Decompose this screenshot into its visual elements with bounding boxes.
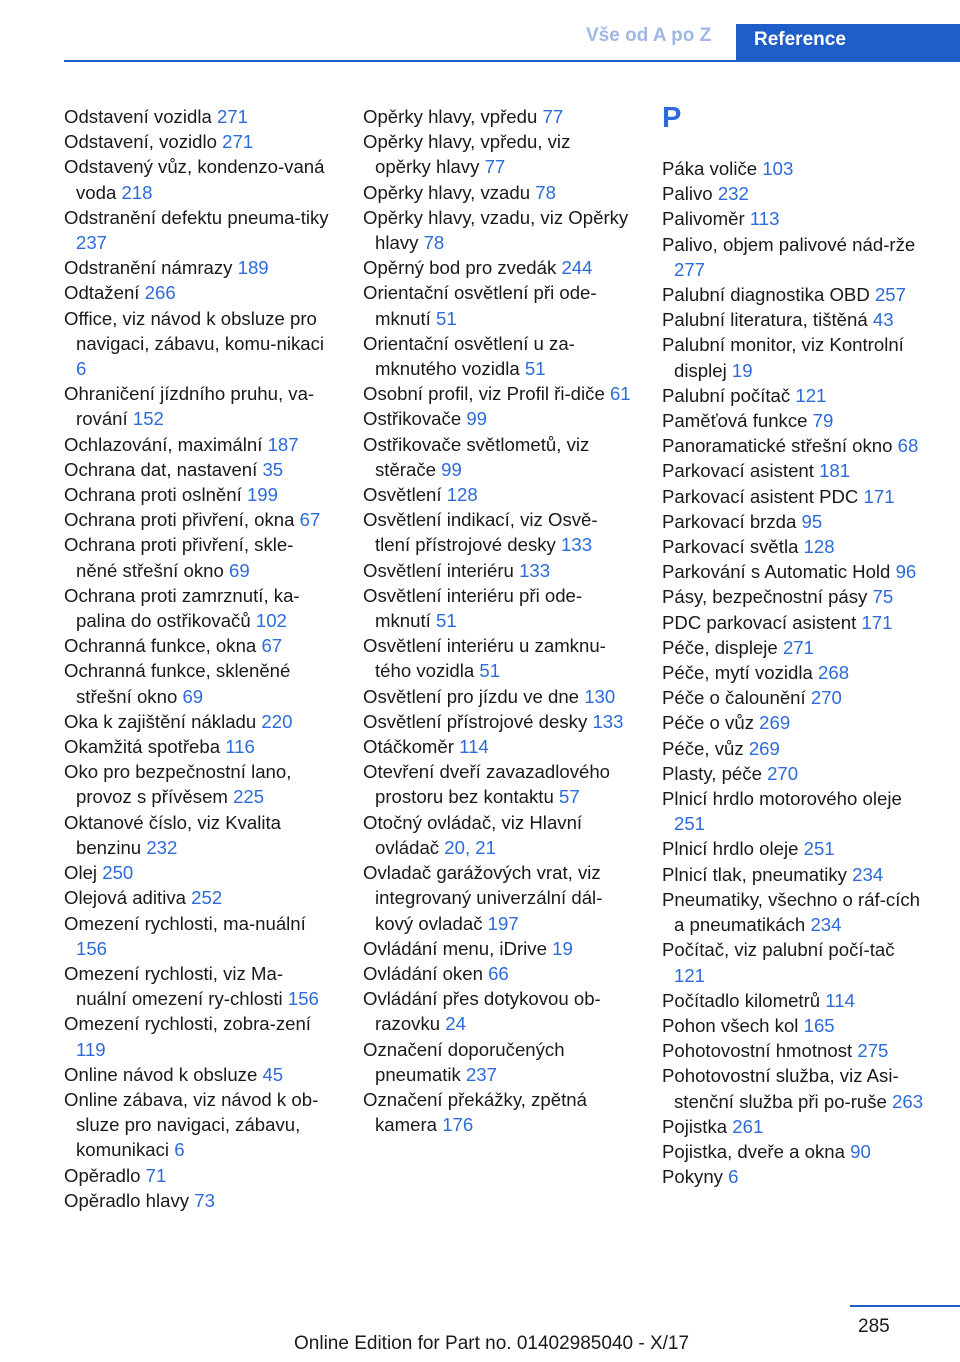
index-entry-term: Osvětlení (363, 484, 442, 506)
index-entry (662, 1063, 930, 1113)
index-entry (662, 307, 930, 332)
index-entry (662, 635, 930, 660)
index-entry-term: Palubní monitor, viz Kontrolní displej (662, 334, 904, 381)
index-entry (662, 862, 930, 887)
index-entry-page-link[interactable]: 102 (255, 610, 287, 632)
index-entry (662, 710, 930, 735)
index-entry-page-link[interactable]: 96 (895, 561, 917, 583)
index-entry (662, 156, 930, 181)
index-entry-page-link[interactable]: 189 (237, 257, 269, 279)
index-entry-page-link[interactable]: 67 (299, 509, 321, 531)
index-entry (64, 1062, 332, 1087)
index-entry (64, 432, 332, 457)
index-entry (363, 961, 631, 986)
index-entry-page-link[interactable]: 266 (144, 282, 176, 304)
index-entry (662, 836, 930, 861)
index-entry-page-link[interactable]: 99 (441, 458, 462, 480)
index-entry-page-link[interactable]: 128 (803, 536, 835, 558)
index-entry (64, 658, 332, 708)
index-entry-page-link[interactable]: 156 (76, 937, 108, 959)
index-entry (662, 232, 930, 282)
index-entry-page-link[interactable]: 234 (810, 914, 842, 936)
index-entry-page-link[interactable]: 67 (261, 635, 283, 657)
index-entry-page-link[interactable]: 176 (442, 1114, 474, 1136)
index-entry-term: Ovládání oken (363, 962, 483, 984)
index-entry-term: Online návod k obsluze (64, 1063, 258, 1085)
index-entry-term: Otočný ovládač, viz Hlavní ovládač (363, 811, 583, 858)
index-entry (662, 332, 930, 382)
index-entry (662, 660, 930, 685)
page-header (0, 0, 960, 62)
index-entry (64, 129, 332, 154)
index-entry (64, 507, 332, 532)
index-entry-term: Otáčkoměr (363, 736, 454, 758)
index-entry-term: Péče, displeje (662, 636, 778, 658)
index-entry-page-link[interactable]: 268 (818, 662, 850, 684)
index-entry (64, 885, 332, 910)
index-entry-term: Ovladač garážových vrat, viz integrovaný univerzální dál-kový ovladač (363, 862, 603, 934)
index-entry-page-link[interactable]: 114 (825, 989, 855, 1011)
index-entry-term: Počítač, viz palubní počí-tač (662, 939, 895, 961)
index-entry-term: Orientační osvětlení při ode-mknutí (363, 282, 597, 329)
index-entry (662, 206, 930, 231)
index-entry-term: Pojistka, dveře a okna (662, 1140, 845, 1162)
index-entry (363, 280, 631, 330)
index-entry-term: Oktanové číslo, viz Kvalita benzinu (64, 811, 282, 858)
index-entry-page-link[interactable]: 75 (872, 586, 894, 608)
index-column-2 (363, 104, 631, 1137)
index-entry-term: Opěrky hlavy, vzadu (363, 181, 531, 203)
index-entry-term: Péče, mytí vozidla (662, 662, 813, 684)
index-entry (64, 911, 332, 961)
index-entry-page-link[interactable]: 261 (732, 1115, 764, 1137)
index-entry-page-link[interactable]: 119 (76, 1038, 106, 1060)
section-tab[interactable]: Vše od A po Z (586, 25, 712, 46)
index-entry-page-link[interactable]: 269 (748, 737, 780, 759)
index-entry-page-link[interactable]: 51 (435, 610, 457, 632)
index-entry (363, 482, 631, 507)
index-entry-page-link[interactable]: 43 (872, 309, 894, 331)
index-entry-term: Palubní počítač (662, 384, 791, 406)
index-entry (662, 534, 930, 559)
index-entry (64, 1188, 332, 1213)
index-entry-term: Omezení rychlosti, zobra-zení (64, 1013, 311, 1035)
index-entry-term: Opěrky hlavy, vzadu, viz Opěrky hlavy (363, 206, 629, 254)
index-entry (64, 457, 332, 482)
index-entry-term: Ochrana proti přivření, skle-něné střešní okno (64, 534, 294, 581)
index-entry (64, 532, 332, 582)
index-entry (363, 759, 631, 809)
index-entry-page-link[interactable]: 171 (863, 485, 895, 507)
index-entry-page-link[interactable]: 271 (782, 636, 814, 658)
index-entry-term: Paměťová funkce (662, 410, 808, 432)
header-rule (64, 60, 960, 62)
index-entry-page-link[interactable]: 78 (423, 232, 445, 254)
page-number: 285 (858, 1316, 890, 1337)
index-entry-term: Označení překážky, zpětná kamera (363, 1088, 587, 1136)
index-entry-page-link[interactable]: 199 (246, 484, 278, 506)
index-entry-term: Odstavený vůz, kondenzo-vaná voda (64, 156, 325, 203)
index-entry (64, 709, 332, 734)
index-entry (363, 205, 631, 255)
index-entry-term: Péče o čalounění (662, 687, 806, 709)
index-entry-page-link[interactable]: 237 (465, 1063, 497, 1085)
index-entry-term: Ochrana proti zamrznutí, ka-palina do ostřikovačů (64, 584, 300, 632)
index-entry (363, 331, 631, 381)
index-entry-term: PDC parkovací asistent (662, 611, 857, 633)
index-entry-page-link[interactable]: 251 (674, 813, 706, 835)
index-entry (64, 280, 332, 305)
index-entry-page-link[interactable]: 57 (558, 786, 580, 808)
index-entry-term: Ochranná funkce, okna (64, 635, 257, 657)
index-entry-term: Osvětlení indikací, viz Osvě-tlení přístrojové desky (363, 509, 598, 556)
index-entry (662, 937, 930, 987)
index-entry (64, 860, 332, 885)
index-entry-term: Parkování s Automatic Hold (662, 561, 891, 583)
index-entry (64, 205, 332, 255)
index-entry-page-link[interactable]: 121 (674, 964, 706, 986)
index-entry-term: Opěrky hlavy, vpředu, viz opěrky hlavy (363, 131, 571, 178)
index-entry (363, 558, 631, 583)
index-entry (662, 1038, 930, 1063)
index-entry-term: Péče, vůz (662, 737, 744, 759)
index-entry-term: Odstranění námrazy (64, 257, 233, 279)
index-entry-term: Palivo (662, 183, 713, 205)
index-entry (662, 408, 930, 433)
index-entry-term: Ovládání přes dotykovou ob-razovku (363, 988, 601, 1035)
index-entry-term: Ochranná funkce, skleněné střešní okno (64, 660, 291, 707)
index-entry-page-link[interactable]: 99 (466, 408, 488, 430)
index-entry-page-link[interactable]: 152 (132, 408, 164, 430)
index-entry-page-link[interactable]: 271 (222, 131, 254, 153)
index-entry-term: Office, viz návod k obsluze pro navigaci, zábavu, komu-nikaci (64, 307, 325, 354)
index-entry (64, 104, 332, 129)
index-entry (64, 583, 332, 633)
index-entry (363, 255, 631, 280)
index-entry-term: Ochlazování, maximální (64, 433, 263, 455)
index-entry-page-link[interactable]: 6 (76, 358, 87, 380)
index-entry-term: Panoramatické střešní okno (662, 435, 893, 457)
index-entry (662, 484, 930, 509)
index-entry-term: Označení doporučených pneumatik (363, 1038, 565, 1085)
index-entry-page-link[interactable]: 133 (561, 534, 593, 556)
index-entry-page-link[interactable]: 66 (488, 962, 509, 984)
index-entry (64, 1163, 332, 1188)
index-entry (363, 1087, 631, 1137)
index-entry-term: Palubní diagnostika OBD (662, 284, 870, 306)
index-entry-term: Péče o vůz (662, 712, 754, 734)
index-entry-page-link[interactable]: 51 (435, 307, 457, 329)
index-entry-page-link[interactable]: 45 (262, 1063, 284, 1085)
index-entry (363, 936, 631, 961)
index-entry (64, 633, 332, 658)
index-entry-term: Orientační osvětlení u za-mknutého vozidla (363, 332, 575, 380)
index-entry-term: Pásy, bezpečnostní pásy (662, 586, 868, 608)
index-entry (363, 810, 631, 860)
index-entry-term: Odtažení (64, 282, 140, 304)
index-entry-page-link[interactable]: 35 (262, 458, 284, 480)
index-entry (363, 583, 631, 633)
index-entry-page-link[interactable]: 103 (762, 158, 794, 179)
index-entry-term: Opěrky hlavy, vpředu (363, 106, 538, 127)
index-entry-page-link[interactable]: 271 (216, 106, 248, 127)
index-entry (64, 961, 332, 1011)
index-entry (662, 584, 930, 609)
index-entry (64, 381, 332, 431)
index-entry-term: Opěradlo (64, 1164, 141, 1186)
index-entry (363, 180, 631, 205)
index-entry-page-link[interactable]: 130 (584, 685, 616, 707)
index-entry-term: Ochrana proti přivření, okna (64, 509, 295, 531)
index-entry-page-link[interactable]: 220 (261, 710, 293, 732)
index-entry-term: Odstavení vozidla (64, 106, 212, 127)
index-column-3 (662, 104, 930, 1189)
index-entry (363, 986, 631, 1036)
index-entry-term: Pohotovostní služba, viz Asi-stenční služba při po-ruše (662, 1065, 899, 1112)
index-entry-term: Plnicí hrdlo motorového oleje (662, 788, 902, 810)
index-entry-term: Ochrana proti oslnění (64, 484, 242, 506)
index-entry-page-link[interactable]: 116 (225, 736, 255, 758)
index-entry-page-link[interactable]: 257 (874, 284, 906, 306)
index-entry-term: Parkovací světla (662, 536, 799, 558)
index-column-1 (64, 104, 332, 1213)
index-entry (662, 433, 930, 458)
index-entry-term: Pneumatiky, všechno o ráf-cích a pneumatikách (662, 888, 921, 936)
index-entry (64, 734, 332, 759)
index-entry (662, 988, 930, 1013)
index-entry-page-link[interactable]: 68 (897, 435, 919, 457)
index-entry-page-link[interactable]: 6 (174, 1139, 185, 1161)
index-entry (363, 129, 631, 179)
index-entry-term: Oko pro bezpečnostní lano, provoz s přívěsem (64, 761, 292, 808)
index-entry-page-link[interactable]: 73 (194, 1189, 215, 1211)
index-entry-page-link[interactable]: 69 (229, 559, 250, 581)
index-entry-page-link[interactable]: 133 (519, 559, 551, 581)
index-entry (363, 709, 631, 734)
index-entry (662, 887, 930, 937)
index-entry-term: Online zábava, viz návod k ob-sluze pro navigaci, zábavu, komunikaci (64, 1088, 319, 1161)
index-entry (363, 381, 631, 406)
index-entry-page-link[interactable]: 187 (267, 433, 299, 455)
index-entry-page-link[interactable]: 197 (487, 912, 519, 934)
index-entry (363, 507, 631, 557)
index-entry-page-link[interactable]: 270 (810, 687, 842, 709)
index-entry-page-link[interactable]: 79 (812, 410, 834, 432)
index-entry-page-link[interactable]: 244 (561, 257, 593, 279)
index-entry-term: Omezení rychlosti, ma-nuální (64, 912, 306, 934)
index-entry-page-link[interactable]: 128 (446, 484, 478, 506)
index-entry-page-link[interactable]: 113 (749, 208, 780, 230)
index-entry-term: Ostřikovače světlometů, viz stěrače (363, 433, 590, 480)
index-entry-term: Palubní literatura, tištěná (662, 309, 868, 331)
index-entry-page-link[interactable]: 19 (552, 937, 573, 959)
index-entry-term: Plnicí tlak, pneumatiky (662, 863, 847, 885)
index-entry (662, 559, 930, 584)
index-entry-term: Pohotovostní hmotnost (662, 1040, 853, 1062)
index-entry (662, 509, 930, 534)
index-entry (662, 685, 930, 710)
index-entry (64, 759, 332, 809)
index-entry-term: Osvětlení interiéru při ode-mknutí (363, 584, 583, 632)
index-entry-term: Plnicí hrdlo oleje (662, 838, 799, 860)
index-entry-page-link[interactable]: 71 (145, 1164, 167, 1186)
index-entry-page-link[interactable]: 133 (592, 710, 624, 732)
index-entry (662, 383, 930, 408)
index-entry-page-link[interactable]: 61 (609, 383, 631, 405)
index-entry-page-link[interactable]: 269 (759, 712, 791, 734)
index-entry (363, 684, 631, 709)
index-entry-term: Osobní profil, viz Profil ři-diče (363, 383, 605, 405)
index-entry (363, 104, 631, 129)
index-entry (64, 255, 332, 280)
index-entry (662, 1114, 930, 1139)
index-entry-term: Parkovací asistent PDC (662, 485, 859, 507)
index-entry-term: Osvětlení interiéru u zamknu-tého vozidla (363, 635, 606, 682)
index-entry (662, 181, 930, 206)
index-entry-term: Odstavení, vozidlo (64, 131, 217, 153)
index-entry-term: Osvětlení pro jízdu ve dne (363, 685, 580, 707)
index-entry-term: Oka k zajištění nákladu (64, 710, 257, 732)
index-entry (662, 610, 930, 635)
index-entry-term: Palivoměr (662, 208, 745, 230)
index-entry-term: Pohon všech kol (662, 1014, 799, 1036)
chapter-tab[interactable]: Reference (736, 24, 960, 62)
index-entry-page-link[interactable]: 51 (524, 358, 546, 380)
index-entry-page-link[interactable]: 77 (542, 106, 564, 127)
index-entry-page-link[interactable]: 275 (857, 1040, 889, 1062)
index-entry-page-link[interactable]: 121 (795, 384, 827, 406)
index-entry-term: Páka voliče (662, 158, 758, 179)
index-entry-page-link[interactable]: 95 (801, 510, 823, 532)
index-entry (64, 154, 332, 204)
index-entry (363, 860, 631, 936)
index-entry-term: Počítadlo kilometrů (662, 989, 821, 1011)
index-entry (64, 810, 332, 860)
index-entry-page-link[interactable]: 77 (484, 156, 506, 178)
index-entry (363, 633, 631, 683)
index-entry-page-link[interactable]: 6 (728, 1166, 739, 1188)
index-entry-page-link[interactable]: 171 (861, 611, 893, 633)
index-entry-page-link[interactable]: 156 (287, 988, 319, 1010)
index-entry-term: Ohraničení jízdního pruhu, va-rování (64, 383, 315, 430)
index-entry (662, 282, 930, 307)
index-entry (64, 482, 332, 507)
index-entry (363, 734, 631, 759)
index-entry-term: Okamžitá spotřeba (64, 736, 221, 758)
index-letter-heading: P (662, 102, 682, 134)
index-entry (64, 1087, 332, 1163)
index-entry (662, 1139, 930, 1164)
index-entry (363, 432, 631, 482)
index-entry-page-link[interactable]: 19 (731, 359, 753, 381)
index-entry-page-link[interactable]: 251 (803, 838, 835, 860)
index-entry (662, 1013, 930, 1038)
index-entry (64, 1011, 332, 1061)
index-entry-term: Otevření dveří zavazadlového prostoru bez kontaktu (363, 761, 611, 808)
index-entry-page-link[interactable]: 114 (459, 736, 489, 758)
index-entry (662, 786, 930, 836)
index-entry-page-link[interactable]: 69 (182, 685, 204, 707)
index-entry-page-link[interactable]: 252 (191, 887, 223, 909)
index-entry-term: Parkovací asistent (662, 460, 814, 482)
index-entry-term: Olejová aditiva (64, 887, 186, 909)
index-entry-term: Pojistka (662, 1115, 728, 1137)
index-entry-page-link[interactable]: 24 (445, 1013, 466, 1035)
index-entry-term: Omezení rychlosti, viz Ma-nuální omezení ry-chlosti (64, 962, 284, 1010)
index-entry-page-link[interactable]: 232 (717, 183, 749, 205)
index-entry-page-link[interactable]: 165 (803, 1014, 835, 1036)
index-entry-page-link[interactable]: 181 (819, 460, 851, 482)
index-entry (363, 1037, 631, 1087)
index-entry-term: Osvětlení přístrojové desky (363, 710, 588, 732)
index-entry (662, 761, 930, 786)
index-entry-page-link[interactable]: 234 (852, 863, 884, 885)
index-entry-page-link[interactable]: 237 (76, 232, 108, 254)
index-entry-term: Opěrný bod pro zvedák (363, 257, 557, 279)
index-entry-page-link[interactable]: 232 (146, 836, 178, 858)
index-entry-page-link[interactable]: 250 (102, 862, 134, 884)
index-entry-page-link[interactable]: 225 (233, 786, 265, 808)
footer-rule (850, 1305, 960, 1307)
index-entry-term: Parkovací brzda (662, 510, 797, 532)
index-entry-page-link[interactable]: 270 (767, 762, 799, 784)
index-entry (662, 458, 930, 483)
index-entry-term: Ochrana dat, nastavení (64, 458, 258, 480)
index-entry-page-link[interactable]: 277 (674, 258, 706, 280)
index-entry (64, 306, 332, 382)
index-entry-page-link[interactable]: 78 (535, 181, 556, 203)
index-entry-term: Ovládání menu, iDrive (363, 937, 547, 959)
edition-note: Online Edition for Part no. 01402985040 - X/17 (294, 1333, 690, 1354)
index-entry-term: Ostřikovače (363, 408, 462, 430)
index-entry-term: Plasty, péče (662, 762, 762, 784)
index-entry-term: Pokyny (662, 1166, 723, 1188)
index-entry-page-link[interactable]: 51 (479, 660, 501, 682)
index-entry (363, 406, 631, 431)
index-entry (662, 736, 930, 761)
index-entry-term: Osvětlení interiéru (363, 559, 514, 581)
index-entry-page-link[interactable]: 20, 21 (444, 836, 496, 858)
index-entry-term: Opěradlo hlavy (64, 1189, 190, 1211)
index-entry-term: Odstranění defektu pneuma-tiky (64, 206, 329, 228)
index-entry-page-link[interactable]: 90 (850, 1140, 871, 1162)
index-entry-page-link[interactable]: 263 (892, 1090, 924, 1112)
index-entry (662, 1164, 930, 1189)
index-entry-page-link[interactable]: 218 (121, 181, 153, 203)
index-entry-term: Olej (64, 862, 98, 884)
index-entry-term: Palivo, objem palivové nád-rže (662, 233, 916, 255)
